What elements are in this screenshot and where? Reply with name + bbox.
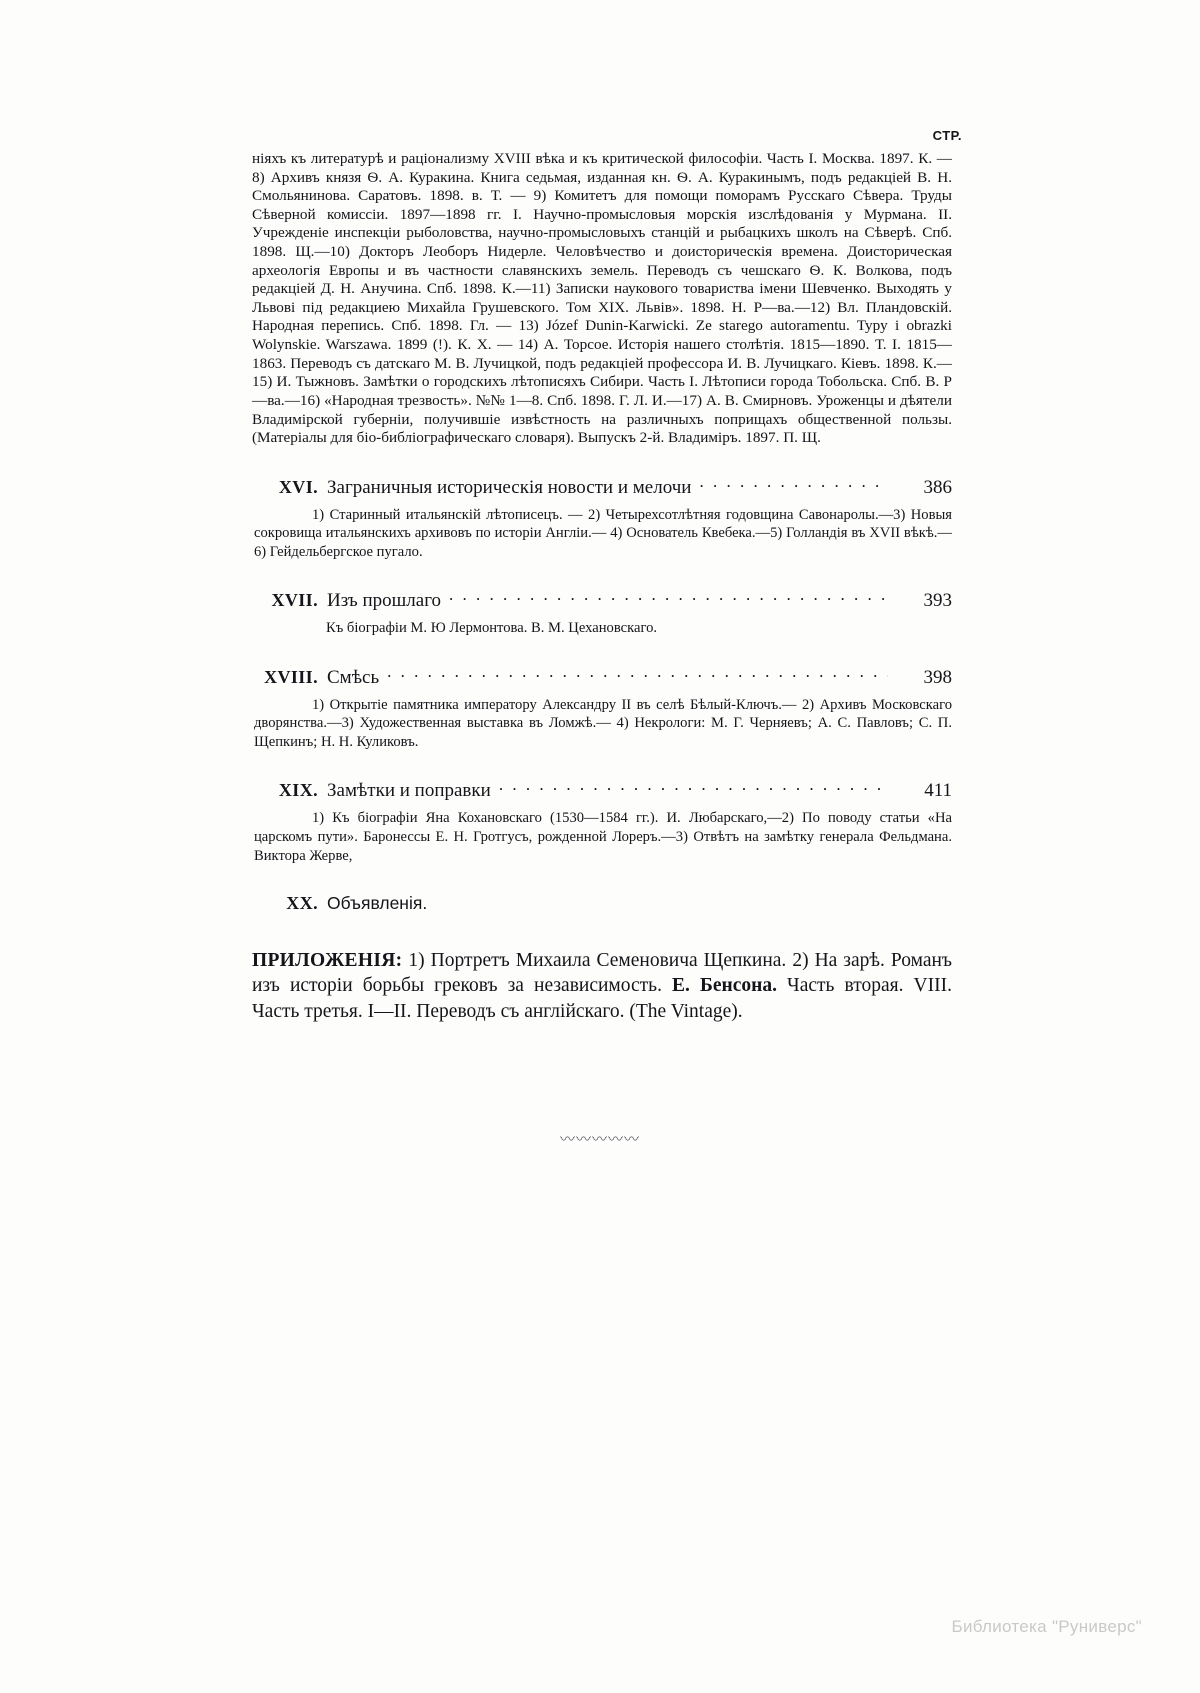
- toc-entry-title: Заграничныя историческія новости и мелочи: [327, 476, 692, 498]
- toc-entry-plain[interactable]: [252, 893, 952, 914]
- toc-entry: [252, 474, 952, 562]
- toc-entry-subtitle: 1) Старинный итальянскій лѣтописецъ. — 2) Четырехсотлѣтняя годовщина Савонаролы.—3) Новыя сокровища итальянскихъ архивовъ по исторіи Англіи.— 4) Основатель Квебека.—5) Голландія въ XVII вѣкѣ.—6) Гейдельбергское пугало.: [254, 506, 952, 560]
- toc-entry: [252, 777, 952, 865]
- toc-entry-line[interactable]: [252, 474, 952, 499]
- column-header-page: СТР.: [932, 128, 962, 143]
- toc-entry-roman: XVI.: [278, 476, 318, 497]
- toc-entry-subtitle: 1) Открытіе памятника императору Александру II въ селѣ Бѣлый-Ключъ.— 2) Архивъ Московскаго дворянства.—3) Художественная выставка въ Ломжѣ.— 4) Некрологи: М. Г. Черняевъ; А. С. Павловъ; С. П. Щепкинъ; Н. Н. Куликовъ.: [254, 696, 952, 750]
- appendix-text: 1) Портретъ Михаила Семеновича Щепкина. 2) На зарѣ. Романъ изъ исторіи борьбы грековъ за независимость.: [252, 950, 952, 997]
- toc-entry-roman: XIX.: [278, 780, 318, 801]
- toc-entry-subtitle: Къ біографіи М. Ю Лермонтова. В. М. Цехановскаго.: [326, 620, 658, 637]
- toc-entry-title: Замѣтки и поправки: [327, 780, 491, 802]
- toc-entry-title: Изъ прошлаго: [327, 590, 442, 612]
- appendix-label: ПРИЛОЖЕНІЯ:: [252, 950, 403, 972]
- toc-entry-title: Объявленія.: [327, 893, 428, 914]
- toc-leader-dots: [387, 664, 888, 683]
- appendix-author: Е. Бенсона.: [672, 975, 777, 997]
- library-watermark: Библиотека "Руниверс": [951, 1617, 1142, 1636]
- toc-entry-page: 411: [924, 780, 952, 802]
- toc-entry-title: Смѣсь: [327, 666, 380, 688]
- toc-entry-roman: XVIII.: [264, 666, 318, 687]
- toc-leader-dots: [499, 777, 888, 796]
- toc-entry: [252, 587, 952, 638]
- toc-entry: [252, 664, 952, 752]
- content-column: [252, 128, 962, 1024]
- appendix-tail: Часть вторая. VIII. Часть третья. I—II. Переводъ съ англійскаго. (The Vintage).: [252, 975, 952, 1022]
- toc-entry-roman: XVII.: [271, 590, 318, 611]
- toc-entry-page: 386: [923, 476, 952, 498]
- intro-paragraph: ніяхъ къ литературѣ и раціонализму XVIII вѣка и къ критической философіи. Часть I. Москва. 1897. К. — 8) Архивъ князя Ѳ. А. Куракина. Книга седьмая, изданная кн. Ѳ. А. Куракинымъ, подъ редакціей В. Н. Смольянинова. Саратовъ. 1898. в. Т. — 9) Комитетъ для помощи поморамъ Русскаго Сѣвера. Труды Сѣверной комиссіи. 1897—1898 гг. I. Научно-промысловыя морскія изслѣдованія у Мурмана. II. Учрежденіе инспекціи рыболовства, научно-промысловыхъ станцій и рыбацкихъ школъ на Сѣверѣ. Спб. 1898. Щ.—10) Докторъ Леоборъ Нидерле. Человѣчество и доисторическія времена. Доисторическая археологія Европы и въ частности славянскихъ земель. Переводъ съ чешскаго Ѳ. К. Волкова, подъ редакціей Д. Н. Анучина. Спб. 1898. К.—11) Записки наукового товариства імени Шевченко. Выходять у Львові під редакциею Михайла Грушевского. Том XIX. Львів». 1898. Н. Р—ва.—12) Вл. Пландовскій. Народная перепись. Спб. 1898. Гл. — 13) Józef Dunin-Karwicki. Ze starego autoramentu. Typy i obrazki Wolynskie. Warszawa. 1899 (!). К. Х. — 14) А. Торсое. Исторія нашего столѣтія. 1815—1890. Т. I. 1815—1863. Переводъ съ датскаго М. В. Лучицкой, подъ редакціей профессора И. В. Лучицкаго. Кіевъ. 1898. К.— 15) И. Тыжновъ. Замѣтки о городскихъ лѣтописяхъ Сибири. Часть I. Лѣтописи города Тобольска. Спб. В. Р—ва.—16) «Народная трезвость». №№ 1—8. Спб. 1898. Г. Л. И.—17) А. В. Смирновъ. Уроженцы и дѣятели Владимірской губерніи, получившіе извѣстность на различныхъ поприщахъ общественной пользы. (Матеріалы для біо-библіографическаго словаря). Выпускъ 2-й. Владиміръ. 1897. П. Щ.: [252, 150, 952, 447]
- toc-entry-line[interactable]: [252, 777, 952, 802]
- ornament-divider: 〰〰〰〰〰: [559, 1132, 640, 1148]
- toc-entry-subtitle: 1) Къ біографіи Яна Кохановскаго (1530—1584 гг.). И. Любарскаго,—2) По поводу статьи «На царскомъ пути». Баронессы Е. Н. Гротгусъ, рожденной Лореръ.—3) Отвѣтъ на замѣтку генерала Фельдмана. Виктора Жерве,: [254, 810, 952, 864]
- appendix-paragraph: [252, 948, 952, 1024]
- toc-leader-dots: [699, 474, 888, 493]
- toc-entry-roman: XX.: [286, 893, 318, 914]
- toc-entry-page: 398: [923, 666, 952, 688]
- toc-entry-page: 393: [923, 590, 952, 612]
- toc-entry-line[interactable]: [252, 587, 952, 612]
- toc-entry-line[interactable]: [252, 664, 952, 689]
- toc-leader-dots: [449, 587, 888, 606]
